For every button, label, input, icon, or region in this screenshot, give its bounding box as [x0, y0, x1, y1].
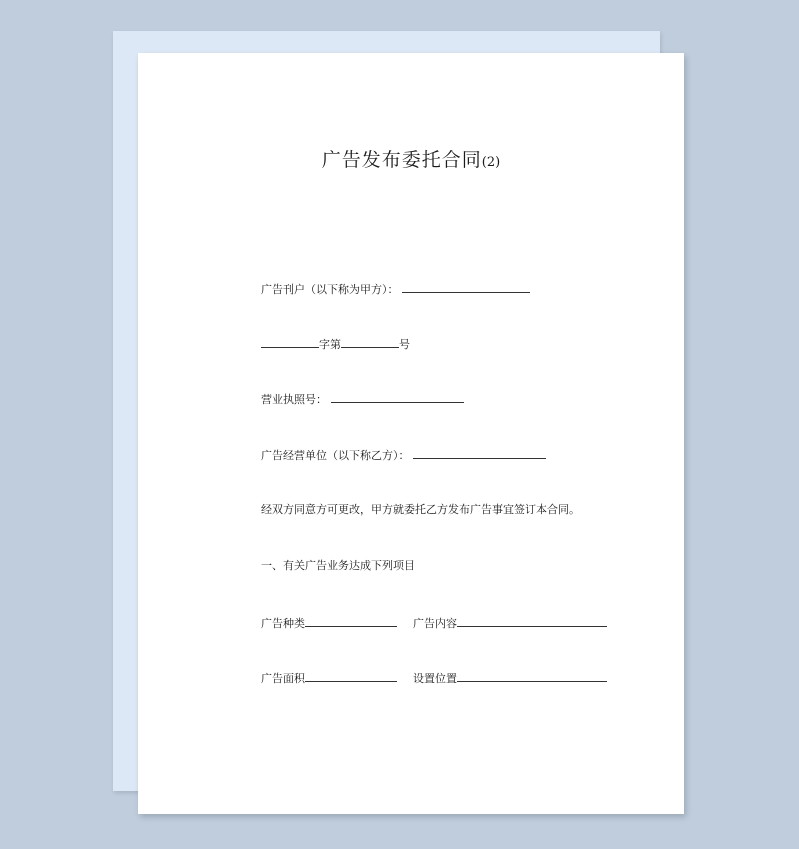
agency-blank[interactable] — [413, 447, 546, 459]
client-line — [261, 281, 530, 297]
license-blank[interactable] — [331, 391, 464, 403]
number-prefix-blank[interactable] — [261, 336, 319, 348]
ad-area-blank[interactable] — [305, 670, 397, 682]
ad-content-blank[interactable] — [457, 615, 607, 627]
agreement-text: 经双方同意方可更改，甲方就委托乙方发布广告事宜签订本合同。 — [261, 503, 580, 516]
title-text: 广告发布委托合同 — [321, 149, 482, 171]
ad-content-label: 广告内容 — [413, 617, 457, 630]
document-title — [138, 145, 684, 172]
section-one-heading — [261, 559, 415, 573]
number-blank[interactable] — [341, 336, 399, 348]
agency-line — [261, 447, 546, 463]
number-mid-label: 字第 — [319, 338, 341, 351]
placement-label: 设置位置 — [413, 672, 457, 685]
agreement-line — [261, 503, 580, 517]
ad-area-line — [261, 670, 607, 686]
document-page — [138, 53, 684, 814]
section-one-text: 一、有关广告业务达成下列项目 — [261, 559, 415, 572]
ad-type-line — [261, 615, 607, 631]
ad-type-label: 广告种类 — [261, 617, 305, 630]
number-line — [261, 336, 410, 352]
number-end-label: 号 — [399, 338, 410, 351]
ad-area-label: 广告面积 — [261, 672, 305, 685]
placement-blank[interactable] — [457, 670, 607, 682]
client-blank[interactable] — [402, 281, 530, 293]
license-line — [261, 391, 464, 407]
ad-type-blank[interactable] — [305, 615, 397, 627]
client-label: 广告刊户（以下称为甲方）： — [261, 283, 399, 296]
title-suffix: (2) — [481, 155, 501, 170]
agency-label: 广告经营单位（以下称乙方）： — [261, 449, 410, 462]
license-label: 营业执照号： — [261, 393, 327, 406]
